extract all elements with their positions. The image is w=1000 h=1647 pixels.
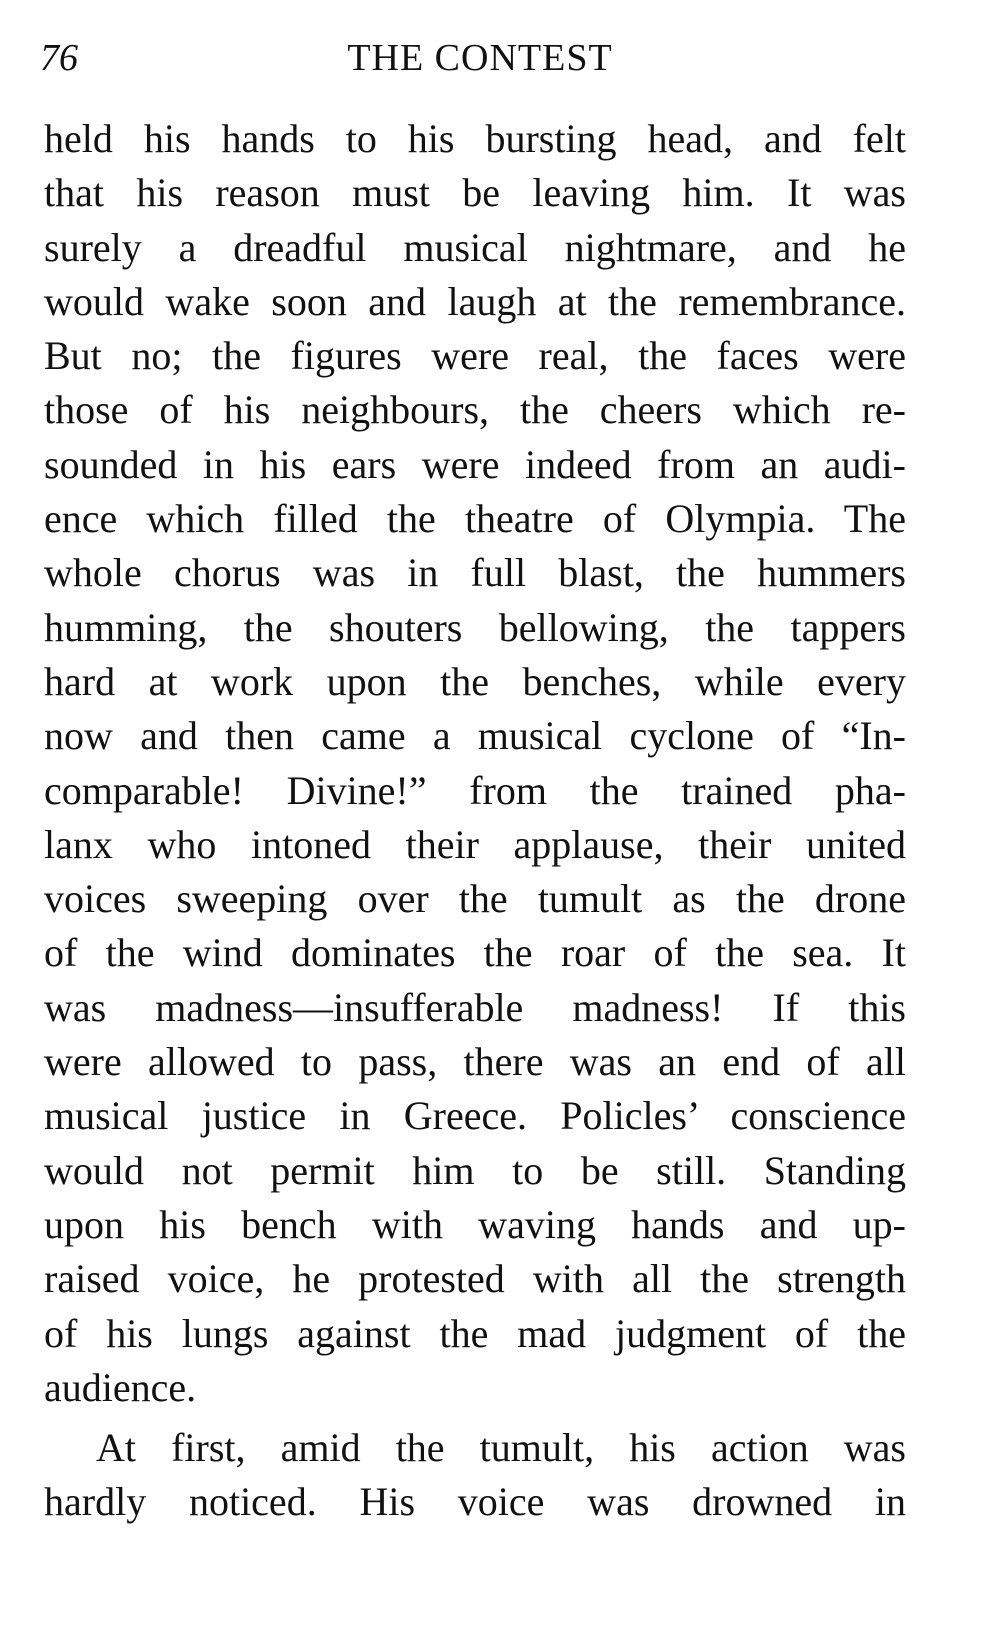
text-line: voices sweeping over the tumult as the drone <box>44 876 906 922</box>
text-line: of the wind dominates the roar of the sea. It <box>44 930 906 976</box>
text-line: But no; the figures were real, the faces were <box>44 333 906 379</box>
text-line: comparable! Divine!” from the trained pha- <box>44 767 906 813</box>
text-line: audience. <box>44 1364 197 1410</box>
text-line: hardly noticed. His voice was drowned in <box>44 1479 906 1525</box>
text-line: upon his bench with waving hands and up- <box>44 1201 906 1247</box>
text-line: At first, amid the tumult, his action was <box>96 1425 906 1471</box>
text-line: lanx who intoned their applause, their united <box>44 821 906 867</box>
page-number: 76 <box>40 37 78 79</box>
text-line: humming, the shouters bellowing, the tappers <box>44 604 906 650</box>
running-title: THE CONTEST <box>347 37 613 79</box>
text-line: sounded in his ears were indeed from an audi- <box>44 441 906 487</box>
text-line: of his lungs against the mad judgment of the <box>44 1310 906 1356</box>
text-line: now and then came a musical cyclone of “In- <box>44 713 906 759</box>
text-line: were allowed to pass, there was an end of all <box>44 1039 906 1085</box>
text-line: was madness—insufferable madness! If this <box>44 984 906 1030</box>
text-line: would not permit him to be still. Standing <box>44 1147 906 1193</box>
running-head <box>40 28 920 88</box>
text-line: those of his neighbours, the cheers which re- <box>44 387 906 433</box>
text-line: whole chorus was in full blast, the hummers <box>44 550 906 596</box>
paragraph-2 <box>44 1421 906 1530</box>
text-line: would wake soon and laugh at the remembrance. <box>44 278 906 324</box>
text-line: held his hands to his bursting head, and felt <box>44 116 906 161</box>
text-line: musical justice in Greece. Policles’ conscience <box>44 1093 906 1139</box>
text-line: hard at work upon the benches, while every <box>44 658 906 704</box>
text-line: ence which filled the theatre of Olympia. The <box>44 496 906 542</box>
text-line: that his reason must be leaving him. It was <box>44 170 906 216</box>
text-line: raised voice, he protested with all the strength <box>44 1256 906 1302</box>
text-line: surely a dreadful musical nightmare, and he <box>44 224 906 270</box>
body-text <box>44 112 906 1530</box>
paragraph-1 <box>44 112 906 1415</box>
